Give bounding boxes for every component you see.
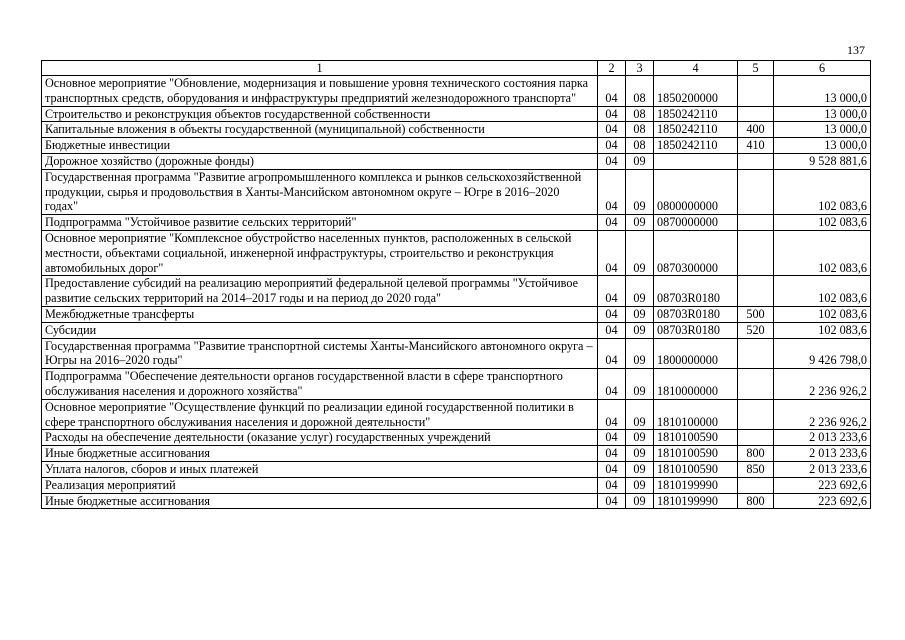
amount-cell: 13 000,0 bbox=[774, 106, 871, 122]
subsection-code-cell: 09 bbox=[626, 493, 654, 509]
target-code-cell: 1850200000 bbox=[654, 76, 738, 107]
table-row bbox=[42, 477, 871, 493]
expense-type-cell bbox=[738, 76, 774, 107]
section-code-cell: 04 bbox=[598, 106, 626, 122]
subsection-code-cell: 09 bbox=[626, 477, 654, 493]
section-code-cell: 04 bbox=[598, 369, 626, 400]
table-header-row bbox=[42, 61, 871, 76]
subsection-code-cell: 08 bbox=[626, 122, 654, 138]
target-code-cell: 1800000000 bbox=[654, 338, 738, 369]
target-code-cell: 1810100590 bbox=[654, 446, 738, 462]
item-name-cell: Уплата налогов, сборов и иных платежей bbox=[42, 461, 598, 477]
amount-cell: 2 013 233,6 bbox=[774, 461, 871, 477]
section-code-cell: 04 bbox=[598, 430, 626, 446]
target-code-cell: 1850242110 bbox=[654, 106, 738, 122]
target-code-cell: 08703R0180 bbox=[654, 276, 738, 307]
expense-type-cell: 800 bbox=[738, 446, 774, 462]
table-row bbox=[42, 369, 871, 400]
target-code-cell: 1810199990 bbox=[654, 477, 738, 493]
column-header: 1 bbox=[42, 61, 598, 76]
section-code-cell: 04 bbox=[598, 461, 626, 477]
item-name-cell: Строительство и реконструкция объектов государственной собственности bbox=[42, 106, 598, 122]
subsection-code-cell: 09 bbox=[626, 153, 654, 169]
table-row bbox=[42, 153, 871, 169]
table-row bbox=[42, 230, 871, 275]
target-code-cell bbox=[654, 153, 738, 169]
table-row bbox=[42, 122, 871, 138]
amount-cell: 9 426 798,0 bbox=[774, 338, 871, 369]
subsection-code-cell: 09 bbox=[626, 369, 654, 400]
table-row bbox=[42, 215, 871, 231]
table-row bbox=[42, 169, 871, 214]
amount-cell: 102 083,6 bbox=[774, 276, 871, 307]
section-code-cell: 04 bbox=[598, 76, 626, 107]
item-name-cell: Реализация мероприятий bbox=[42, 477, 598, 493]
expense-type-cell bbox=[738, 169, 774, 214]
amount-cell: 102 083,6 bbox=[774, 322, 871, 338]
section-code-cell: 04 bbox=[598, 446, 626, 462]
expense-type-cell bbox=[738, 230, 774, 275]
column-header: 3 bbox=[626, 61, 654, 76]
item-name-cell: Основное мероприятие "Комплексное обустройство населенных пунктов, расположенных в сельской местности, объектами социальной, инженерной инфраструктуры, строительство и реконструкция автомобильных дорог" bbox=[42, 230, 598, 275]
section-code-cell: 04 bbox=[598, 230, 626, 275]
target-code-cell: 0870300000 bbox=[654, 230, 738, 275]
table-row bbox=[42, 106, 871, 122]
item-name-cell: Бюджетные инвестиции bbox=[42, 138, 598, 154]
table-row bbox=[42, 446, 871, 462]
target-code-cell: 1810100590 bbox=[654, 430, 738, 446]
amount-cell: 9 528 881,6 bbox=[774, 153, 871, 169]
expense-type-cell bbox=[738, 369, 774, 400]
target-code-cell: 1810100590 bbox=[654, 461, 738, 477]
amount-cell: 13 000,0 bbox=[774, 138, 871, 154]
amount-cell: 102 083,6 bbox=[774, 169, 871, 214]
subsection-code-cell: 09 bbox=[626, 230, 654, 275]
expense-type-cell: 500 bbox=[738, 306, 774, 322]
subsection-code-cell: 09 bbox=[626, 169, 654, 214]
item-name-cell: Субсидии bbox=[42, 322, 598, 338]
target-code-cell: 1810100000 bbox=[654, 399, 738, 430]
item-name-cell: Иные бюджетные ассигнования bbox=[42, 446, 598, 462]
column-header: 5 bbox=[738, 61, 774, 76]
amount-cell: 2 013 233,6 bbox=[774, 446, 871, 462]
item-name-cell: Капитальные вложения в объекты государственной (муниципальной) собственности bbox=[42, 122, 598, 138]
amount-cell: 13 000,0 bbox=[774, 122, 871, 138]
column-header: 2 bbox=[598, 61, 626, 76]
column-header: 6 bbox=[774, 61, 871, 76]
section-code-cell: 04 bbox=[598, 122, 626, 138]
table-row bbox=[42, 76, 871, 107]
section-code-cell: 04 bbox=[598, 169, 626, 214]
section-code-cell: 04 bbox=[598, 493, 626, 509]
item-name-cell: Дорожное хозяйство (дорожные фонды) bbox=[42, 153, 598, 169]
item-name-cell: Подпрограмма "Устойчивое развитие сельских территорий" bbox=[42, 215, 598, 231]
expense-type-cell bbox=[738, 430, 774, 446]
expense-type-cell bbox=[738, 153, 774, 169]
amount-cell: 2 236 926,2 bbox=[774, 399, 871, 430]
item-name-cell: Подпрограмма "Обеспечение деятельности органов государственной власти в сфере транспортного обслуживания населения и дорожного хозяйства" bbox=[42, 369, 598, 400]
target-code-cell: 1850242110 bbox=[654, 122, 738, 138]
section-code-cell: 04 bbox=[598, 153, 626, 169]
subsection-code-cell: 09 bbox=[626, 399, 654, 430]
expense-type-cell bbox=[738, 276, 774, 307]
amount-cell: 102 083,6 bbox=[774, 230, 871, 275]
table-row bbox=[42, 461, 871, 477]
expense-type-cell: 850 bbox=[738, 461, 774, 477]
page-number: 137 bbox=[847, 43, 865, 57]
expense-type-cell bbox=[738, 338, 774, 369]
column-header: 4 bbox=[654, 61, 738, 76]
target-code-cell: 0800000000 bbox=[654, 169, 738, 214]
table-row bbox=[42, 338, 871, 369]
subsection-code-cell: 08 bbox=[626, 106, 654, 122]
item-name-cell: Основное мероприятие "Осуществление функций по реализации единой государственной политики в сфере транспортного обслуживания населения и дорожной деятельности" bbox=[42, 399, 598, 430]
subsection-code-cell: 09 bbox=[626, 215, 654, 231]
section-code-cell: 04 bbox=[598, 276, 626, 307]
table-row bbox=[42, 430, 871, 446]
target-code-cell: 08703R0180 bbox=[654, 306, 738, 322]
amount-cell: 102 083,6 bbox=[774, 215, 871, 231]
target-code-cell: 1810199990 bbox=[654, 493, 738, 509]
subsection-code-cell: 09 bbox=[626, 430, 654, 446]
budget-table bbox=[41, 60, 871, 509]
section-code-cell: 04 bbox=[598, 322, 626, 338]
section-code-cell: 04 bbox=[598, 215, 626, 231]
section-code-cell: 04 bbox=[598, 138, 626, 154]
target-code-cell: 1850242110 bbox=[654, 138, 738, 154]
expense-type-cell bbox=[738, 399, 774, 430]
table-body bbox=[42, 76, 871, 509]
expense-type-cell: 520 bbox=[738, 322, 774, 338]
target-code-cell: 08703R0180 bbox=[654, 322, 738, 338]
expense-type-cell bbox=[738, 106, 774, 122]
expense-type-cell: 800 bbox=[738, 493, 774, 509]
item-name-cell: Расходы на обеспечение деятельности (оказание услуг) государственных учреждений bbox=[42, 430, 598, 446]
section-code-cell: 04 bbox=[598, 306, 626, 322]
expense-type-cell: 410 bbox=[738, 138, 774, 154]
amount-cell: 223 692,6 bbox=[774, 493, 871, 509]
section-code-cell: 04 bbox=[598, 338, 626, 369]
target-code-cell: 1810000000 bbox=[654, 369, 738, 400]
subsection-code-cell: 08 bbox=[626, 76, 654, 107]
table-row bbox=[42, 306, 871, 322]
expense-type-cell bbox=[738, 215, 774, 231]
table-row bbox=[42, 399, 871, 430]
target-code-cell: 0870000000 bbox=[654, 215, 738, 231]
subsection-code-cell: 09 bbox=[626, 338, 654, 369]
section-code-cell: 04 bbox=[598, 399, 626, 430]
expense-type-cell bbox=[738, 477, 774, 493]
subsection-code-cell: 09 bbox=[626, 446, 654, 462]
item-name-cell: Государственная программа "Развитие транспортной системы Ханты-Мансийского автономного округа – Югры на 2016–2020 годы" bbox=[42, 338, 598, 369]
item-name-cell: Основное мероприятие "Обновление, модернизация и повышение уровня технического состояния парка транспортных средств, оборудования и инфраструктуры предприятий железнодорожного транспорта" bbox=[42, 76, 598, 107]
amount-cell: 2 013 233,6 bbox=[774, 430, 871, 446]
expense-type-cell: 400 bbox=[738, 122, 774, 138]
amount-cell: 13 000,0 bbox=[774, 76, 871, 107]
table-row bbox=[42, 276, 871, 307]
subsection-code-cell: 09 bbox=[626, 322, 654, 338]
table-row bbox=[42, 138, 871, 154]
amount-cell: 102 083,6 bbox=[774, 306, 871, 322]
item-name-cell: Межбюджетные трансферты bbox=[42, 306, 598, 322]
table-row bbox=[42, 322, 871, 338]
subsection-code-cell: 09 bbox=[626, 461, 654, 477]
item-name-cell: Предоставление субсидий на реализацию мероприятий федеральной целевой программы "Устойчивое развитие сельских территорий на 2014–2017 годы и на период до 2020 года" bbox=[42, 276, 598, 307]
table-row bbox=[42, 493, 871, 509]
amount-cell: 223 692,6 bbox=[774, 477, 871, 493]
section-code-cell: 04 bbox=[598, 477, 626, 493]
amount-cell: 2 236 926,2 bbox=[774, 369, 871, 400]
subsection-code-cell: 09 bbox=[626, 276, 654, 307]
subsection-code-cell: 09 bbox=[626, 306, 654, 322]
item-name-cell: Государственная программа "Развитие агропромышленного комплекса и рынков сельскохозяйственной продукции, сырья и продовольствия в Ханты-Мансийском автономном округе – Югре в 2016–2020 годах" bbox=[42, 169, 598, 214]
item-name-cell: Иные бюджетные ассигнования bbox=[42, 493, 598, 509]
subsection-code-cell: 08 bbox=[626, 138, 654, 154]
